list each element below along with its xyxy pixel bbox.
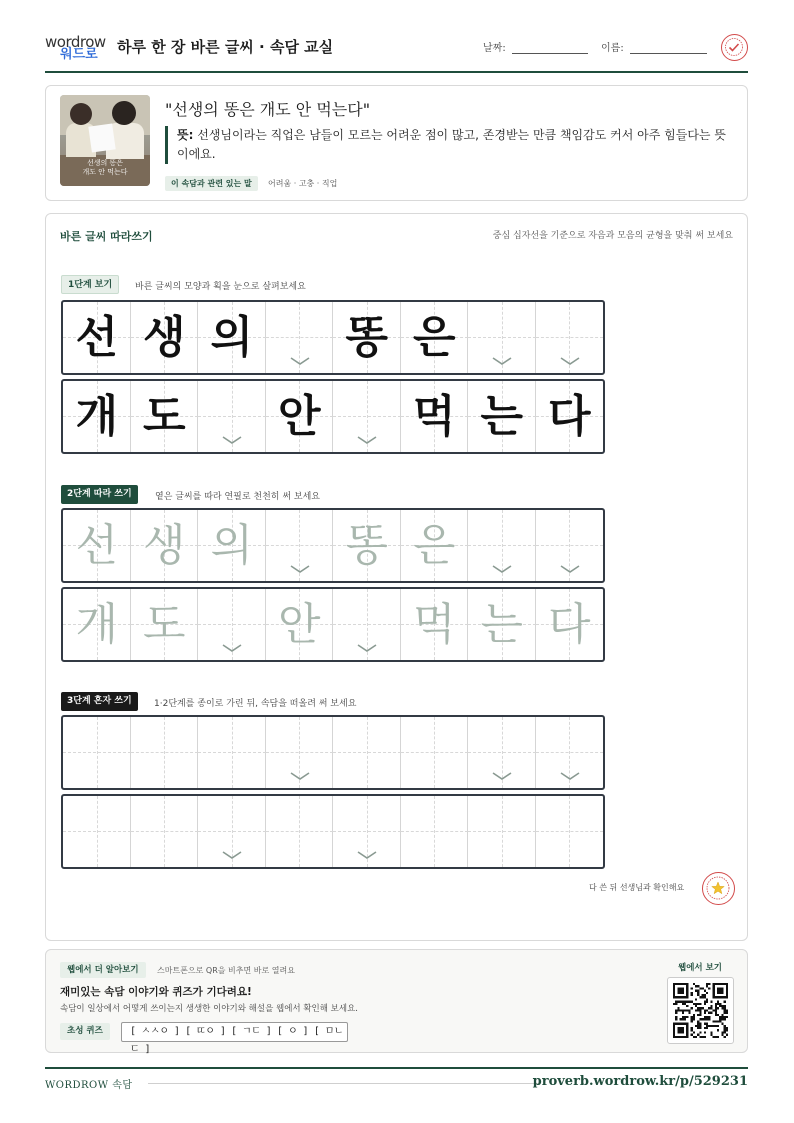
model-char: 개 [75, 391, 118, 442]
illustration-caption: 선생의 똥은 개도 안 먹는다 [82, 159, 128, 176]
trace-char: 는 [480, 599, 523, 650]
grid-cell[interactable] [468, 510, 536, 581]
space-chevron-icon [356, 435, 378, 445]
grid-cell[interactable] [266, 796, 334, 867]
grid-cell[interactable] [198, 796, 266, 867]
step3-label: 3단계 혼자 쓰기 [61, 692, 138, 711]
name-field[interactable] [630, 53, 707, 54]
model-char: 은 [412, 312, 456, 363]
date-field[interactable] [512, 53, 588, 54]
grid-cell [63, 302, 131, 373]
grid-cell[interactable] [266, 717, 334, 788]
grid-cell[interactable] [63, 589, 131, 660]
space-chevron-icon [221, 850, 243, 860]
step3-row-1[interactable] [61, 715, 605, 790]
model-char: 도 [142, 391, 186, 442]
grid-cell[interactable] [401, 796, 469, 867]
footer-url[interactable]: proverb.wordrow.kr/p/529231 [532, 1074, 748, 1089]
step2-label: 2단계 따라 쓰기 [61, 485, 138, 504]
grid-cell[interactable] [536, 589, 604, 660]
trace-char: 의 [210, 520, 253, 571]
grid-cell [401, 381, 469, 452]
space-chevron-icon [491, 356, 513, 366]
grid-cell [63, 381, 131, 452]
web-headline: 재미있는 속담 이야기와 퀴즈가 기다려요! [60, 986, 252, 998]
space-chevron-icon [289, 564, 311, 574]
web-hint: 스마트폰으로 QR을 비추면 바로 열려요 [157, 966, 295, 975]
model-char: 는 [480, 391, 523, 442]
grid-cell [333, 302, 401, 373]
step2-text: 옅은 글씨를 따라 연필로 천천히 써 보세요 [155, 492, 320, 502]
grid-cell[interactable] [198, 717, 266, 788]
step3-row-2[interactable] [61, 794, 605, 869]
proverb-meaning [165, 126, 735, 164]
grid-cell[interactable] [536, 796, 604, 867]
related-label: 이 속담과 관련 있는 말 [165, 176, 258, 191]
grid-cell [468, 381, 536, 452]
grid-cell[interactable] [63, 717, 131, 788]
grid-cell [266, 302, 334, 373]
practice-hint: 중심 십자선을 기준으로 자음과 모음의 균형을 맞춰 써 보세요 [492, 231, 733, 241]
proverb-title: "선생의 똥은 개도 안 먹는다" [165, 100, 371, 119]
grid-cell[interactable] [333, 589, 401, 660]
grid-cell[interactable] [333, 717, 401, 788]
proverb-illustration [60, 95, 150, 186]
grid-cell[interactable] [536, 717, 604, 788]
grid-cell[interactable] [401, 717, 469, 788]
trace-char: 개 [75, 599, 118, 650]
model-char: 똥 [345, 312, 388, 363]
space-chevron-icon [289, 771, 311, 781]
grid-cell[interactable] [266, 510, 334, 581]
grid-cell[interactable] [401, 589, 469, 660]
web-card [45, 949, 748, 1053]
grid-cell [468, 302, 536, 373]
star-stamp-icon [702, 872, 735, 905]
footer-divider [45, 1067, 748, 1069]
related-words: 어려움 · 고충 · 직업 [268, 179, 338, 188]
grid-cell[interactable] [266, 589, 334, 660]
trace-char: 도 [142, 599, 186, 650]
model-char: 먹 [412, 391, 456, 442]
grid-cell [536, 381, 604, 452]
step1-text: 바른 글씨의 모양과 획을 눈으로 살펴보세요 [135, 282, 306, 292]
grid-cell[interactable] [63, 510, 131, 581]
trace-char: 은 [412, 520, 456, 571]
grid-cell [198, 381, 266, 452]
step1-row-1 [61, 300, 605, 375]
page-header [45, 33, 748, 73]
grid-cell[interactable] [198, 510, 266, 581]
web-description: 속담이 일상에서 어떻게 쓰이는지 생생한 이야기와 해설을 웹에서 확인해 보세요. [60, 1004, 358, 1014]
step1-row-2 [61, 379, 605, 454]
model-char: 선 [75, 312, 118, 363]
grid-cell [131, 302, 199, 373]
step2-row-2[interactable] [61, 587, 605, 662]
grid-cell[interactable] [131, 589, 199, 660]
space-chevron-icon [559, 771, 581, 781]
space-chevron-icon [289, 356, 311, 366]
web-chip: 웹에서 더 알아보기 [60, 962, 146, 978]
wordrow-logo [45, 33, 109, 63]
grid-cell[interactable] [468, 717, 536, 788]
trace-char: 안 [277, 599, 321, 650]
space-chevron-icon [559, 564, 581, 574]
grid-cell [266, 381, 334, 452]
model-char: 의 [210, 312, 253, 363]
model-char: 안 [277, 391, 321, 442]
grid-cell[interactable] [131, 510, 199, 581]
trace-char: 먹 [412, 599, 456, 650]
grid-cell[interactable] [468, 796, 536, 867]
grid-cell[interactable] [131, 717, 199, 788]
grid-cell [536, 302, 604, 373]
grid-cell[interactable] [468, 589, 536, 660]
space-chevron-icon [491, 771, 513, 781]
grid-cell [401, 302, 469, 373]
name-label: 이름: [601, 43, 624, 54]
footer-rule [148, 1083, 540, 1084]
trace-char: 똥 [345, 520, 388, 571]
grid-cell[interactable] [401, 510, 469, 581]
space-chevron-icon [356, 850, 378, 860]
step2-row-1[interactable] [61, 508, 605, 583]
space-chevron-icon [559, 356, 581, 366]
date-label: 날짜: [483, 43, 506, 54]
space-chevron-icon [356, 643, 378, 653]
space-chevron-icon [221, 435, 243, 445]
practice-title: 바른 글씨 따라쓰기 [60, 230, 153, 243]
grid-cell[interactable] [333, 510, 401, 581]
trace-char: 다 [547, 599, 591, 650]
meaning-label: 뜻: [177, 128, 194, 142]
proverb-card [45, 85, 748, 201]
teacher-check-text: 다 쓴 뒤 선생님과 확인해요 [589, 883, 685, 892]
footer-brand: WORDROW 속담 [45, 1080, 133, 1091]
grid-cell[interactable] [198, 589, 266, 660]
model-char: 다 [547, 391, 591, 442]
space-chevron-icon [491, 564, 513, 574]
step3-text: 1·2단계를 종이로 가린 뒤, 속담을 떠올려 써 보세요 [154, 699, 357, 709]
trace-char: 선 [75, 520, 118, 571]
trace-char: 생 [142, 520, 186, 571]
grid-cell[interactable] [536, 510, 604, 581]
chosung-quiz: [ ㅅㅅㅇ ] [ ㄸㅇ ] [ ㄱㄷ ] [ ㅇ ] [ ㅁㄴㄷ ] [121, 1022, 348, 1042]
model-char: 생 [142, 312, 186, 363]
grid-cell[interactable] [63, 796, 131, 867]
quiz-label: 초성 퀴즈 [60, 1023, 110, 1040]
logo-wordmark: wordrow [45, 33, 106, 51]
space-chevron-icon [221, 643, 243, 653]
step1-label: 1단계 보기 [61, 275, 119, 294]
page-title: 하루 한 장 바른 글씨 · 속담 교실 [117, 38, 334, 56]
logo-hangul: 워드로 [60, 47, 98, 62]
practice-card [45, 213, 748, 941]
qr-code-icon[interactable] [667, 977, 734, 1044]
grid-cell [198, 302, 266, 373]
grid-cell [131, 381, 199, 452]
grid-cell [333, 381, 401, 452]
check-badge-icon [721, 34, 748, 61]
grid-cell[interactable] [131, 796, 199, 867]
qr-label: 웹에서 보기 [678, 963, 723, 973]
meaning-text: 선생님이라는 직업은 남들이 모르는 어려운 점이 많고, 존경받는 만큼 책임감도 커서 아주 힘들다는 뜻이에요. [177, 128, 726, 161]
grid-cell[interactable] [333, 796, 401, 867]
